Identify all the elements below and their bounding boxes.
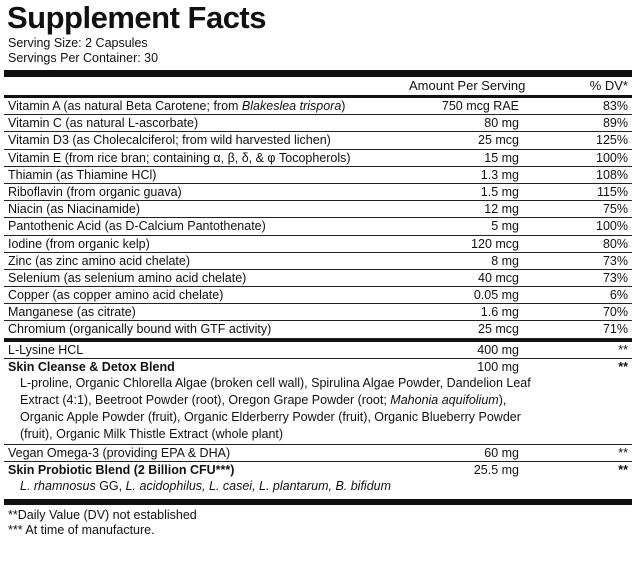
- supplement-facts-panel: [4, 0, 632, 538]
- servings-per-container: Servings Per Container: 30: [8, 51, 159, 65]
- row-dv: **: [618, 446, 628, 460]
- row-name: Chromium (organically bound with GTF activity): [8, 322, 272, 337]
- row-name: L-Lysine HCL: [8, 342, 84, 357]
- strain-text: L. acidophilus, L. casei, L. plantarum, B. bifidum: [125, 479, 392, 494]
- dv-header: % DV*: [589, 78, 628, 93]
- row-dv: 71%: [602, 322, 628, 337]
- row-dv: 6%: [609, 288, 628, 303]
- ingredients-latin: Mahonia aquifolium: [390, 393, 499, 407]
- table-row: [4, 287, 632, 304]
- row-dv: 125%: [596, 133, 628, 148]
- row-amount: 40 mcg: [478, 270, 519, 285]
- table-row-lysine: [4, 342, 632, 359]
- row-dv: 100%: [596, 219, 628, 234]
- row-name: Vitamin E (from rice bran; containing α, β, δ, & φ Tocopherols): [8, 150, 351, 165]
- table-row: [4, 321, 632, 338]
- nutrient-table: [4, 98, 632, 339]
- row-name: Skin Cleanse & Detox Blend: [8, 359, 175, 374]
- row-amount: 120 mcg: [471, 236, 519, 251]
- row-amount: 80 mg: [484, 116, 519, 131]
- row-name: Vegan Omega-3 (providing EPA & DHA): [8, 446, 231, 460]
- table-row: [4, 270, 632, 287]
- serving-size: Serving Size: 2 Capsules: [8, 36, 148, 50]
- row-dv: **: [618, 359, 628, 374]
- table-row: [4, 236, 632, 253]
- table-row: [4, 167, 632, 184]
- row-name: Skin Probiotic Blend (2 Billion CFU***): [8, 463, 235, 478]
- table-row-detox-blend: [4, 359, 632, 375]
- row-name: Selenium (as selenium amino acid chelate): [8, 270, 247, 285]
- row-name: Thiamin (as Thiamine HCl): [8, 167, 157, 182]
- row-dv: 75%: [602, 202, 628, 217]
- row-amount: 60 mg: [484, 446, 519, 460]
- row-amount: 25 mcg: [478, 133, 519, 148]
- bottom-divider: [4, 499, 632, 505]
- table-row-probiotic-blend: [4, 462, 632, 478]
- footnote-manufacture: *** At time of manufacture.: [8, 523, 155, 538]
- row-amount: 1.3 mg: [480, 167, 519, 182]
- row-name: Zinc (as zinc amino acid chelate): [8, 253, 191, 268]
- row-amount: 25.5 mg: [473, 463, 519, 478]
- row-amount: 25 mcg: [478, 322, 519, 337]
- row-amount: 15 mg: [484, 150, 519, 165]
- table-row: [4, 253, 632, 270]
- row-dv: 70%: [602, 305, 628, 320]
- column-header: [4, 77, 632, 95]
- row-amount: 12 mg: [484, 202, 519, 217]
- table-row: [4, 184, 632, 201]
- strain-text: L. rhamnosus: [20, 479, 96, 494]
- amount-header: Amount Per Serving: [409, 78, 526, 93]
- table-row: [4, 201, 632, 218]
- strain-text: GG,: [95, 479, 126, 494]
- probiotic-strains: [4, 478, 632, 496]
- row-dv: 83%: [602, 99, 628, 113]
- row-name: Pantothenic Acid (as D-Calcium Pantothenate): [8, 219, 266, 234]
- table-row: [4, 150, 632, 167]
- row-dv: **: [618, 342, 628, 357]
- row-name: Riboflavin (from organic guava): [8, 184, 182, 199]
- row-name: Iodine (from organic kelp): [8, 236, 150, 251]
- table-row: [4, 132, 632, 149]
- table-row-omega: [4, 445, 632, 462]
- row-dv: 73%: [602, 270, 628, 285]
- row-amount: 8 mg: [491, 253, 519, 268]
- row-dv: 100%: [596, 150, 628, 165]
- row-amount: 0.05 mg: [473, 288, 519, 303]
- table-row: [4, 304, 632, 321]
- table-row: [4, 218, 632, 235]
- row-dv: 89%: [602, 116, 628, 131]
- row-name: Niacin (as Niacinamide): [8, 202, 140, 217]
- row-amount: 1.6 mg: [480, 305, 519, 320]
- row-amount: 5 mg: [491, 219, 519, 234]
- row-dv: **: [618, 463, 628, 478]
- row-amount: 750 mcg RAE: [441, 99, 519, 113]
- table-row: [4, 115, 632, 132]
- ingredients-text: L-proline, Organic Chlorella Algae (broken cell wall), Spirulina Algae Powder, Dandelion Leaf Extract (4:1), Beetroot Powder (root), Oregon Grape Powder (root;: [20, 376, 531, 407]
- row-amount: 400 mg: [477, 342, 519, 357]
- row-amount: 100 mg: [477, 359, 519, 374]
- row-dv: 73%: [602, 253, 628, 268]
- row-amount: 1.5 mg: [480, 184, 519, 199]
- row-name: Vitamin C (as natural L-ascorbate): [8, 116, 199, 131]
- thick-divider: [4, 70, 632, 77]
- footnote-dv: **Daily Value (DV) not established: [8, 508, 197, 523]
- row-name: Copper (as copper amino acid chelate): [8, 288, 224, 303]
- ingredients-text: ), Organic Apple Powder (fruit), Organic Elderberry Powder (fruit), Organic Blueberry Powder (fruit), Organic Milk Thistle Extract (whole plant): [20, 393, 521, 441]
- row-dv: 115%: [596, 184, 628, 199]
- row-dv: 108%: [596, 167, 628, 182]
- row-name: Vitamin A (as natural Beta Carotene; from Blakeslea trispora): [8, 99, 346, 113]
- row-name: Manganese (as citrate): [8, 305, 136, 320]
- panel-title: Supplement Facts: [7, 0, 266, 35]
- table-row: [4, 98, 632, 115]
- row-name: Vitamin D3 (as Cholecalciferol; from wild harvested lichen): [8, 133, 331, 148]
- row-dv: 80%: [602, 236, 628, 251]
- detox-blend-ingredients: [4, 375, 632, 445]
